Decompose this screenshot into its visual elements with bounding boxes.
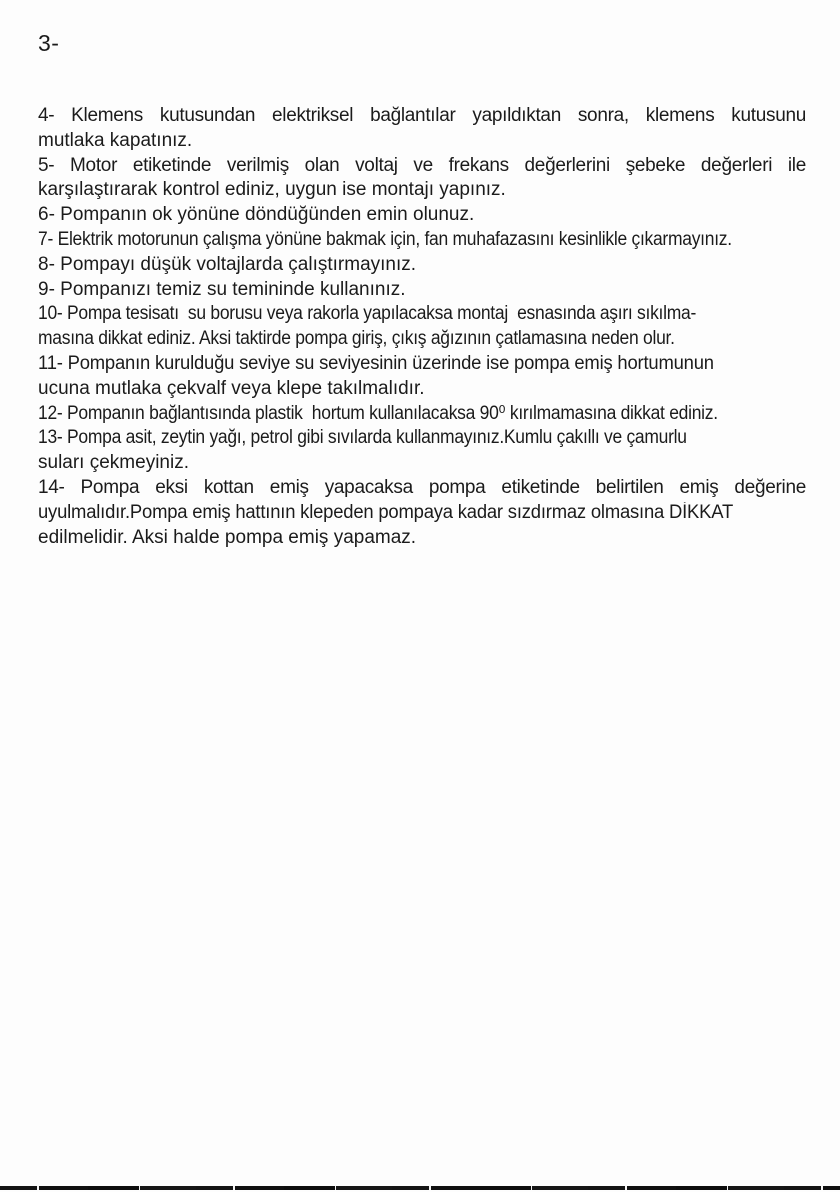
doc-line: karşılaştırarak kontrol ediniz, uygun ise montajı yapınız. [38, 179, 506, 201]
doc-line: 6- Pompanın ok yönüne döndüğünden emin olunuz. [38, 204, 475, 226]
doc-line: uyulmalıdır.Pompa emiş hattının klepeden pompaya kadar sızdırmaz olmasına DİKKAT [38, 501, 734, 523]
doc-line: mutlaka kapatınız. [38, 129, 193, 151]
doc-line: masına dikkat ediniz. Aksi taktirde pompa giriş, çıkış ağızının çatlamasına neden olur. [38, 328, 675, 350]
doc-line: 13- Pompa asit, zeytin yağı, petrol gibi sıvılarda kullanmayınız.Kumlu çakıllı ve çamurlu [38, 427, 687, 449]
doc-line: 7- Elektrik motorunun çalışma yönüne bakmak için, fan muhafazasını kesinlikle çıkarmayınız. [38, 228, 732, 250]
doc-line: suları çekmeyiniz. [38, 452, 189, 474]
doc-line: edilmelidir. Aksi halde pompa emiş yapamaz. [38, 526, 417, 548]
doc-line: 12- Pompanın bağlantısında plastik hortum kullanılacaksa 90⁰ kırılmamasına dikkat ediniz. [38, 402, 718, 424]
doc-line: 4- Klemens kutusundan elektriksel bağlantılar yapıldıktan sonra, klemens kutusunu [38, 105, 806, 126]
scan-edge-line [0, 1186, 840, 1190]
doc-line: ucuna mutlaka çekvalf veya klepe takılmalıdır. [38, 377, 425, 399]
doc-line: 11- Pompanın kurulduğu seviye su seviyesinin üzerinde ise pompa emiş hortumunun [38, 352, 714, 374]
page-item-number: 3- [38, 30, 60, 56]
instructions-text-block [38, 104, 806, 550]
doc-line: 10- Pompa tesisatı su borusu veya rakorla yapılacaksa montaj esnasında aşırı sıkılma- [38, 303, 697, 325]
doc-line: 5- Motor etiketinde verilmiş olan voltaj ve frekans değerlerini şebeke değerleri ile [38, 154, 806, 176]
doc-line: 9- Pompanızı temiz su temininde kullanınız. [38, 278, 406, 300]
doc-line: 8- Pompayı düşük voltajlarda çalıştırmayınız. [38, 253, 417, 275]
doc-line: 14- Pompa eksi kottan emiş yapacaksa pompa etiketinde belirtilen emiş değerine [38, 476, 806, 498]
